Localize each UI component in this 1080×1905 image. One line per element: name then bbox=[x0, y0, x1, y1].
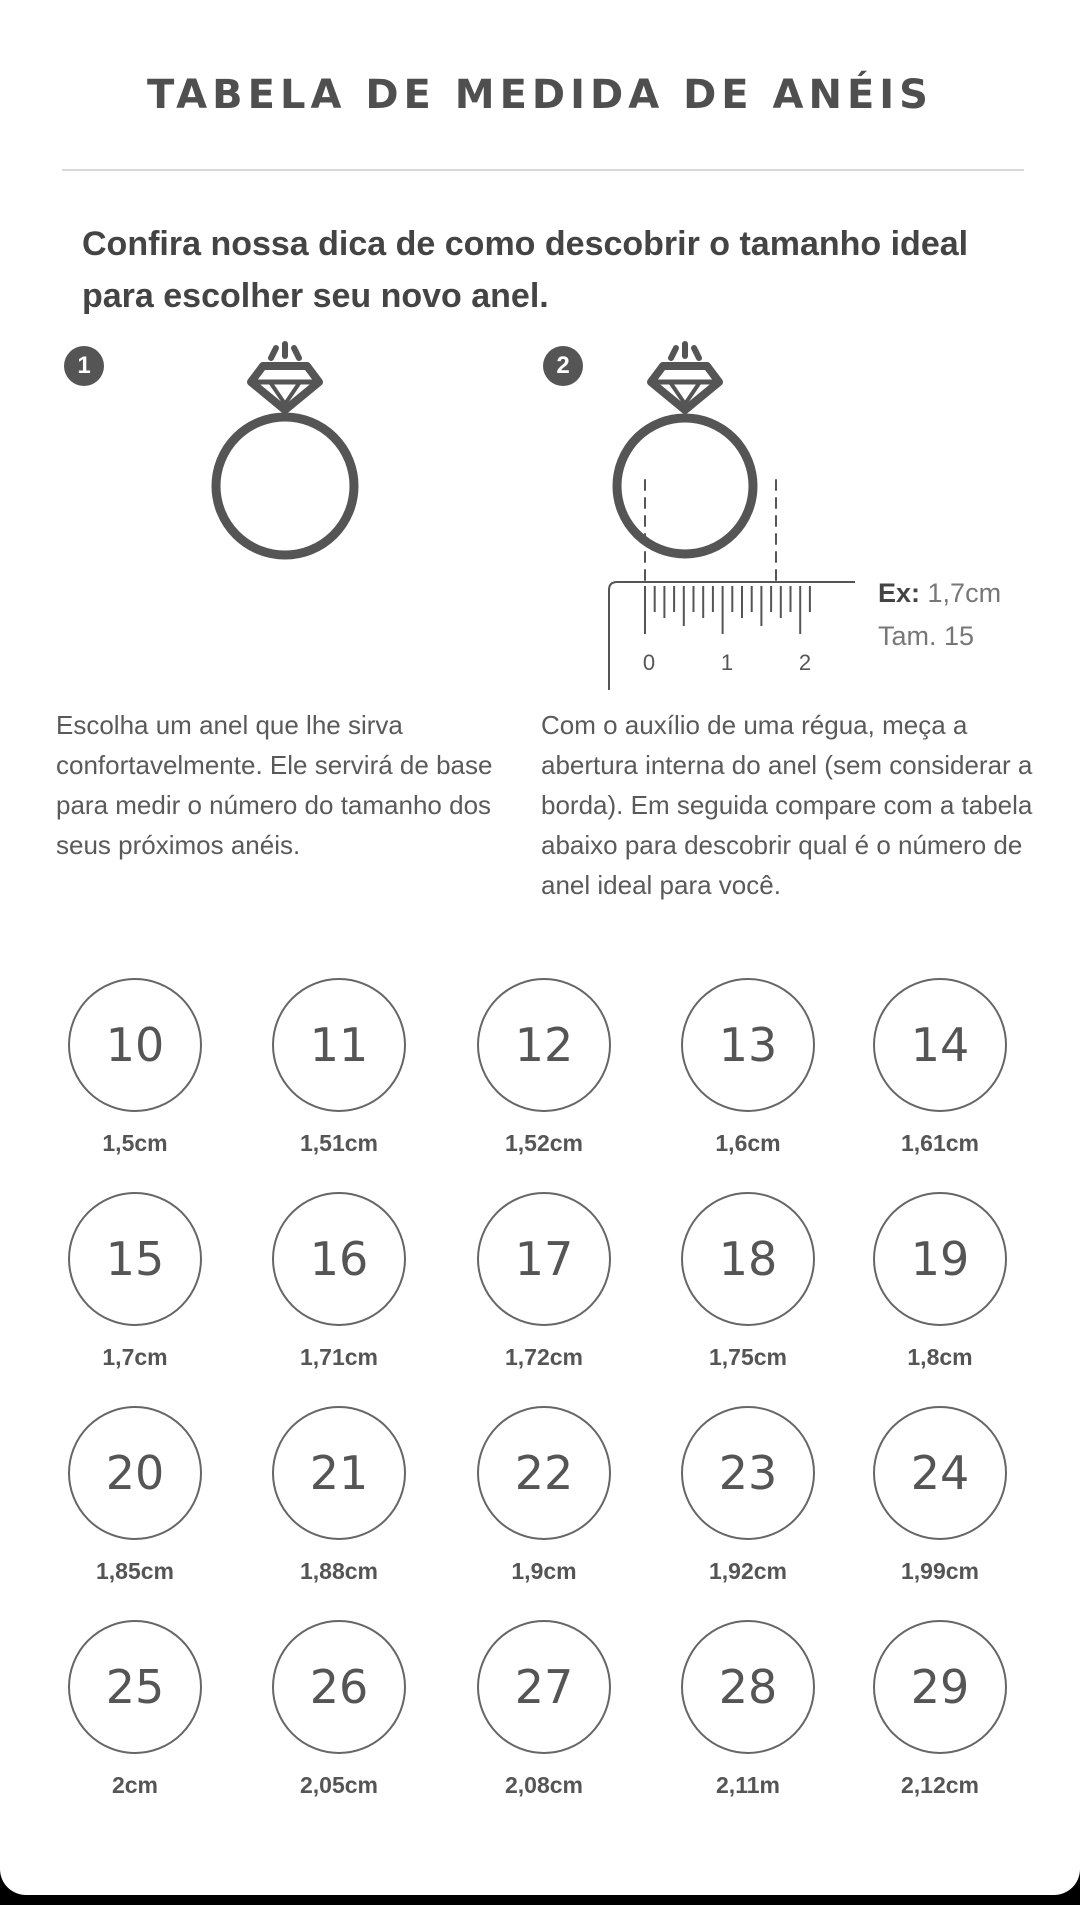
size-circle bbox=[477, 1406, 611, 1540]
size-measure: 2,05cm bbox=[299, 1772, 378, 1798]
ruler-tick-2: 2 bbox=[798, 650, 812, 675]
step-2-badge: 2 bbox=[543, 346, 583, 386]
size-measure: 1,75cm bbox=[708, 1344, 787, 1370]
size-measure: 1,52cm bbox=[504, 1130, 583, 1156]
ruler-tick-0: 0 bbox=[642, 650, 656, 675]
size-item bbox=[50, 1620, 220, 1799]
size-item bbox=[50, 1192, 220, 1371]
ruler-example bbox=[878, 572, 1001, 658]
size-number: 29 bbox=[910, 1660, 970, 1714]
size-item bbox=[459, 1620, 629, 1799]
size-number: 22 bbox=[514, 1446, 574, 1500]
size-item bbox=[663, 1192, 833, 1371]
size-number: 24 bbox=[910, 1446, 970, 1500]
size-number: 18 bbox=[718, 1232, 778, 1286]
size-measure: 1,72cm bbox=[504, 1344, 583, 1370]
title-divider bbox=[62, 169, 1024, 171]
ruler-tick-1: 1 bbox=[720, 650, 734, 675]
size-circle bbox=[873, 978, 1007, 1112]
size-number: 25 bbox=[105, 1660, 165, 1714]
size-circle bbox=[68, 1620, 202, 1754]
size-item bbox=[459, 1192, 629, 1371]
size-number: 11 bbox=[309, 1018, 369, 1072]
size-number: 23 bbox=[718, 1446, 778, 1500]
size-measure: 2,11m bbox=[716, 1772, 780, 1798]
size-item bbox=[855, 1620, 1025, 1799]
size-number: 20 bbox=[105, 1446, 165, 1500]
size-measure: 2cm bbox=[111, 1772, 159, 1798]
size-circle bbox=[681, 1406, 815, 1540]
size-circle bbox=[272, 1620, 406, 1754]
size-item bbox=[459, 1406, 629, 1585]
size-circle bbox=[68, 1406, 202, 1540]
size-number: 16 bbox=[309, 1232, 369, 1286]
size-number: 28 bbox=[718, 1660, 778, 1714]
size-number: 12 bbox=[514, 1018, 574, 1072]
size-item bbox=[254, 1406, 424, 1585]
size-circle bbox=[477, 1620, 611, 1754]
size-number: 19 bbox=[910, 1232, 970, 1286]
size-number: 26 bbox=[309, 1660, 369, 1714]
size-number: 27 bbox=[514, 1660, 574, 1714]
size-circle bbox=[272, 1192, 406, 1326]
size-number: 17 bbox=[514, 1232, 574, 1286]
step-2-description: Com o auxílio de uma régua, meça a abertura interna do anel (sem considerar a borda). Em seguida compare com a tabela abaixo para descobrir qual é o número de anel ideal para você. bbox=[541, 710, 1033, 900]
size-number: 10 bbox=[105, 1018, 165, 1072]
size-number: 13 bbox=[718, 1018, 778, 1072]
size-circle bbox=[873, 1620, 1007, 1754]
size-circle bbox=[681, 978, 815, 1112]
size-measure: 1,99cm bbox=[900, 1558, 979, 1584]
size-circle bbox=[68, 978, 202, 1112]
size-measure: 1,61cm bbox=[900, 1130, 979, 1156]
ruler-ticks bbox=[645, 586, 810, 634]
size-circle bbox=[272, 1406, 406, 1540]
size-measure: 1,9cm bbox=[511, 1558, 577, 1584]
intro-text: Confira nossa dica de como descobrir o tamanho ideal para escolher seu novo anel. bbox=[82, 225, 969, 315]
size-circle bbox=[68, 1192, 202, 1326]
size-measure: 1,5cm bbox=[102, 1130, 168, 1156]
example-value: 1,7cm bbox=[920, 578, 1002, 608]
size-measure: 1,92cm bbox=[708, 1558, 787, 1584]
size-circle bbox=[873, 1406, 1007, 1540]
size-measure: 1,88cm bbox=[299, 1558, 378, 1584]
size-measure: 1,7cm bbox=[102, 1344, 168, 1370]
size-circle bbox=[681, 1620, 815, 1754]
page-title: TABELA DE MEDIDA DE ANÉIS bbox=[147, 72, 933, 118]
size-item bbox=[459, 978, 629, 1157]
size-circle bbox=[272, 978, 406, 1112]
size-item bbox=[254, 1620, 424, 1799]
size-measure: 1,85cm bbox=[95, 1558, 174, 1584]
size-measure: 2,08cm bbox=[504, 1772, 583, 1798]
size-item bbox=[50, 978, 220, 1157]
size-item bbox=[50, 1406, 220, 1585]
size-measure: 1,6cm bbox=[715, 1130, 781, 1156]
size-measure: 1,8cm bbox=[907, 1344, 973, 1370]
size-circle bbox=[477, 978, 611, 1112]
size-circle bbox=[681, 1192, 815, 1326]
size-circle bbox=[477, 1192, 611, 1326]
size-circle bbox=[873, 1192, 1007, 1326]
example-size: Tam. 15 bbox=[878, 621, 975, 651]
size-measure: 1,71cm bbox=[299, 1344, 378, 1370]
step-1-badge: 1 bbox=[64, 346, 104, 386]
size-measure: 2,12cm bbox=[900, 1772, 979, 1798]
size-item bbox=[855, 978, 1025, 1157]
size-item bbox=[254, 1192, 424, 1371]
size-item bbox=[855, 1192, 1025, 1371]
size-item bbox=[663, 1620, 833, 1799]
size-item bbox=[663, 1406, 833, 1585]
size-item bbox=[663, 978, 833, 1157]
size-number: 21 bbox=[309, 1446, 369, 1500]
size-item bbox=[855, 1406, 1025, 1585]
size-number: 15 bbox=[105, 1232, 165, 1286]
size-number: 14 bbox=[910, 1018, 970, 1072]
size-measure: 1,51cm bbox=[299, 1130, 378, 1156]
ring-with-ruler-icon bbox=[605, 340, 855, 690]
ring-icon bbox=[200, 340, 370, 570]
example-label: Ex: bbox=[878, 578, 921, 608]
size-item bbox=[254, 978, 424, 1157]
step-1-description: Escolha um anel que lhe sirva confortavelmente. Ele servirá de base para medir o número do tamanho dos seus próximos anéis. bbox=[56, 710, 493, 860]
